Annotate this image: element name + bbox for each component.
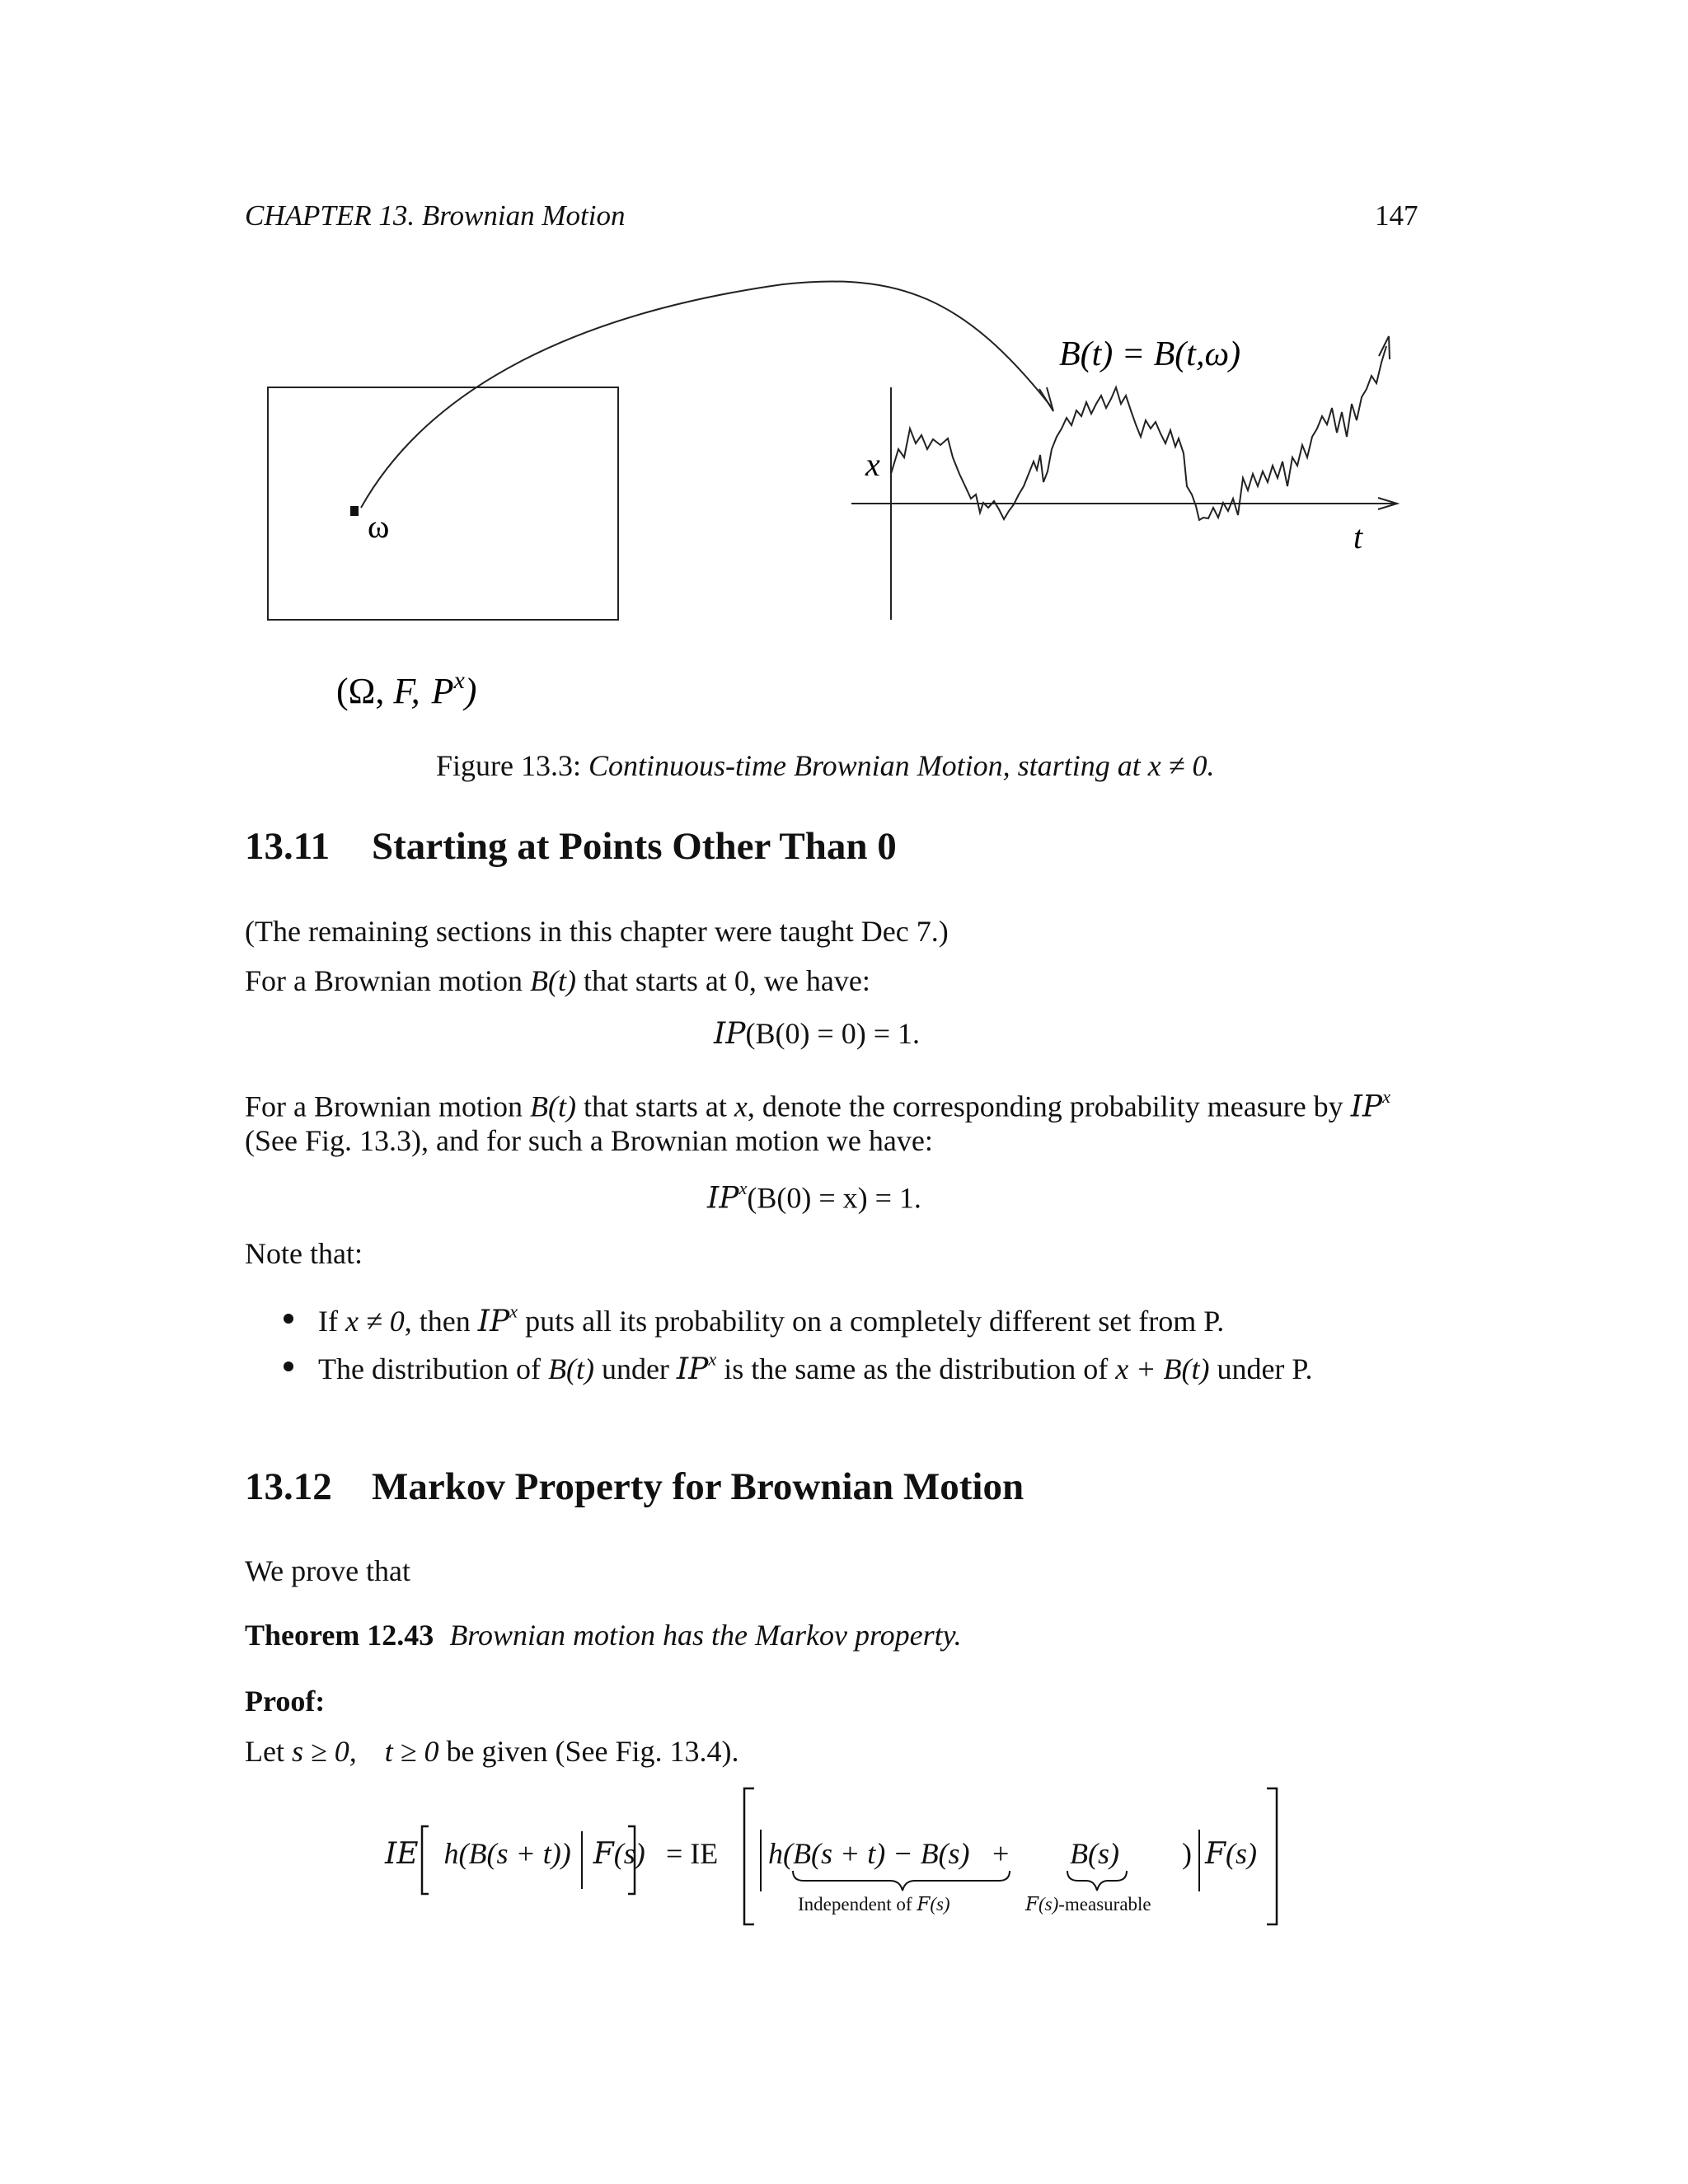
text: For a Brownian motion [245, 964, 530, 997]
running-header: CHAPTER 13. Brownian Motion [245, 199, 626, 232]
text: -measurable [1058, 1894, 1151, 1915]
text: For a Brownian motion [245, 1090, 530, 1123]
caption-text: Continuous-time Brownian Motion, starting at [588, 749, 1141, 782]
equation-rhs [666, 1836, 718, 1871]
filtration-symbol: F [917, 1894, 931, 1915]
paragraph-taught: (The remaining sections in this chapter were taught Dec 7.) [245, 915, 949, 948]
math: B(t) [547, 1352, 594, 1385]
text: Independent of [798, 1894, 917, 1915]
probability-symbol: IP [1350, 1090, 1383, 1124]
proof-label: Proof: [245, 1685, 326, 1718]
sample-space-box [268, 387, 618, 620]
filtration-arg: (s) [1225, 1837, 1257, 1870]
superscript-x: x [738, 1178, 748, 1198]
probability-symbol: IP [477, 1304, 510, 1338]
equation-p-b0 [714, 1016, 920, 1051]
filtration-arg: (s) [1038, 1894, 1059, 1915]
process-label: B(t) = B(t,ω) [1059, 335, 1241, 373]
text: is the same as the distribution of [716, 1352, 1116, 1385]
text: under P. [1209, 1352, 1313, 1385]
math: x ≠ 0 [345, 1304, 405, 1338]
caption-math: x ≠ 0. [1147, 749, 1215, 782]
equation-h-open: h( [768, 1837, 793, 1870]
probability-symbol: IP [707, 1181, 739, 1216]
omega-label: ω [368, 508, 390, 545]
theorem [245, 1618, 962, 1652]
theorem-label: Theorem 12.43 [245, 1619, 434, 1652]
section-title-13-12: Markov Property for Brownian Motion [372, 1465, 1025, 1508]
text: , then [404, 1304, 478, 1338]
equals-expectation: = IE [666, 1837, 719, 1870]
text: be given (See Fig. 13.4). [438, 1735, 739, 1768]
bullet-1 [284, 1301, 1224, 1338]
probability-symbol: IP [714, 1017, 746, 1051]
paragraph-see-fig: (See Fig. 13.3), and for such a Brownian motion we have: [245, 1124, 933, 1157]
equation-lhs [385, 1836, 645, 1871]
paragraph-we-prove: We prove that [245, 1554, 411, 1587]
equation-plus: + [992, 1837, 1010, 1870]
equation-px-b0 [707, 1178, 921, 1216]
brace-label-independent [798, 1894, 950, 1915]
bullet-dot [284, 1314, 293, 1324]
section-number-13-11: 13.11 [245, 825, 331, 868]
equation-body: (B(0) = x) = 1. [747, 1181, 921, 1215]
math-bt: B(t) [529, 1090, 576, 1123]
math: t ≥ 0 [384, 1735, 439, 1768]
note-that: Note that: [245, 1237, 363, 1270]
section-number-13-12: 13.12 [245, 1465, 332, 1508]
lhs-argument: h(B(s + t)) [443, 1837, 571, 1870]
omega-point [350, 506, 359, 516]
probability-space-label: (Ω, F, $P^x$) [336, 667, 477, 711]
superscript-x: x [509, 1301, 518, 1321]
figure-caption [436, 748, 1214, 783]
math-bt: B(t) [529, 964, 576, 997]
equation-close-paren: ) [1182, 1837, 1192, 1870]
text: under [593, 1352, 677, 1385]
filtration-arg: (s) [930, 1894, 950, 1915]
text: that starts at 0, we have: [575, 964, 870, 997]
equation-filtration [1205, 1836, 1257, 1871]
expectation-symbol: IE [385, 1837, 419, 1871]
paragraph-starts-at-x [245, 1086, 1390, 1124]
filtration-symbol: F [593, 1837, 614, 1871]
underbrace-measurable [1067, 1871, 1127, 1891]
equation-increment: B(s + t) − B(s) [793, 1837, 970, 1870]
filtration-arg: (s) [613, 1837, 645, 1870]
theorem-text: Brownian motion has the Markov property. [449, 1619, 962, 1652]
text: If [318, 1304, 345, 1338]
equation-bs: B(s) [1070, 1837, 1119, 1870]
math-x: x [734, 1090, 748, 1123]
text: , denote the corresponding probability measure by [747, 1090, 1351, 1123]
page-number: 147 [1375, 199, 1418, 232]
brace-label-measurable [1025, 1894, 1151, 1915]
equation-body: (B(0) = 0) = 1. [745, 1017, 921, 1050]
text: The distribution of [318, 1352, 548, 1385]
figure-13-3 [0, 247, 1688, 989]
caption-prefix: Figure 13.3: [436, 749, 581, 782]
filtration-symbol: F [1025, 1894, 1039, 1915]
filtration-symbol: F [1205, 1837, 1226, 1871]
superscript-x: x [708, 1348, 717, 1369]
bullet-dot [284, 1361, 293, 1371]
math: x + B(t) [1115, 1352, 1210, 1385]
section-title-13-11: Starting at Points Other Than 0 [372, 825, 897, 868]
text: Let [245, 1735, 292, 1768]
superscript-x: x [1382, 1086, 1391, 1107]
mapping-arrow [361, 281, 1051, 508]
paragraph-starts-at-zero [245, 963, 870, 998]
underbrace-independent [793, 1871, 1010, 1891]
text: that starts at [575, 1090, 734, 1123]
text: puts all its probability on a completely different set from P. [518, 1304, 1225, 1338]
proof-let [245, 1734, 738, 1769]
t-axis-label: t [1353, 518, 1363, 555]
bullet-2 [284, 1348, 1312, 1386]
math: s ≥ 0, [291, 1735, 357, 1768]
x-axis-label: x [865, 446, 880, 483]
probability-symbol: IP [676, 1352, 709, 1386]
